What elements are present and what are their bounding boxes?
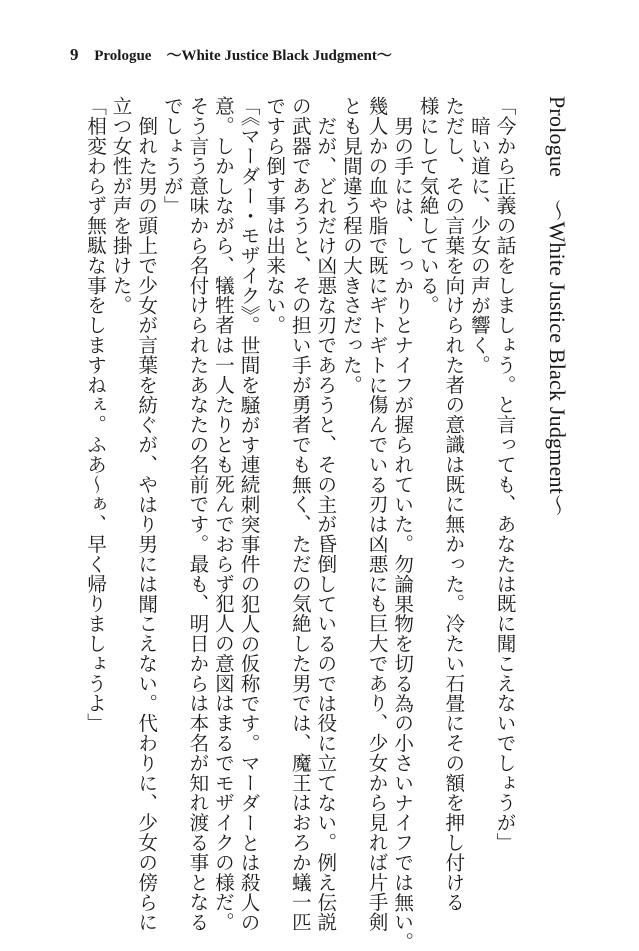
text-line: 暗い道に、少女の声が響く。 [467, 115, 491, 375]
text-line: ただし、その言葉を向けられた者の意識は既に無かった。冷たい石畳にその額を押し付ける [441, 96, 465, 912]
text-line: 「今から正義の話をしましょう。と言っても、あなたは既に聞こえないでしょうが」 [493, 96, 516, 853]
running-title: Prologue ～White Justice Black Judgment～ [94, 48, 392, 64]
page-header [70, 44, 392, 65]
body-text [77, 96, 597, 951]
text-line: 「相変わらず無駄な事をしますねぇ。ふあ～ぁ、早く帰りましょうよ」 [83, 96, 107, 733]
text-line: 意。しかしながら、犠牲者は一人たりとも死んでおらず犯人の意図はまるでモザイクの様だ。 [211, 96, 235, 932]
text-line: でしょうが」 [160, 96, 184, 216]
text-line: 倒れた男の頭上で少女が言葉を紡ぐが、やはり男には聞こえない。代わりに、少女の傍らに [134, 115, 158, 932]
text-line: とも見間違う程の大きさだった。 [339, 96, 363, 395]
text-line: そう言う意味から名付けられたあなたの名前です。最も、明日からは本名が知れ渡る事となる [185, 96, 209, 932]
text-line: の武器であろうと、その担い手が勇者でも無く、ただの気絶した男では、魔王はおろか蟻一匹 [288, 96, 312, 932]
chapter-title: Prologue ～White Justice Black Judgment～ [545, 96, 570, 517]
text-line: ですら倒す事は出来ない。 [262, 96, 286, 335]
text-line: 様にして気絶している。 [416, 96, 440, 315]
text-line: 男の手には、しっかりとナイフが握られていた。勿論果物を切る為の小さいナイフでは無い。 [390, 115, 414, 951]
text-line: だが、どれだけ凶悪な刃であろうと、その主が昏倒しているのでは役に立てない。例え伝説 [313, 115, 337, 932]
text-line: 幾人かの血や脂で既にギトギトに傷んでいる刃は凶悪にも巨大であり、少女から見れば片手剣 [365, 96, 389, 932]
page-number: 9 [70, 45, 79, 64]
text-line: 立つ女性が声を掛けた。 [109, 96, 133, 315]
text-line: 「《マーダー・モザイク》。世間を騒がす連続刺突事件の犯人の仮称です。マーダーとは殺人の [237, 96, 261, 933]
